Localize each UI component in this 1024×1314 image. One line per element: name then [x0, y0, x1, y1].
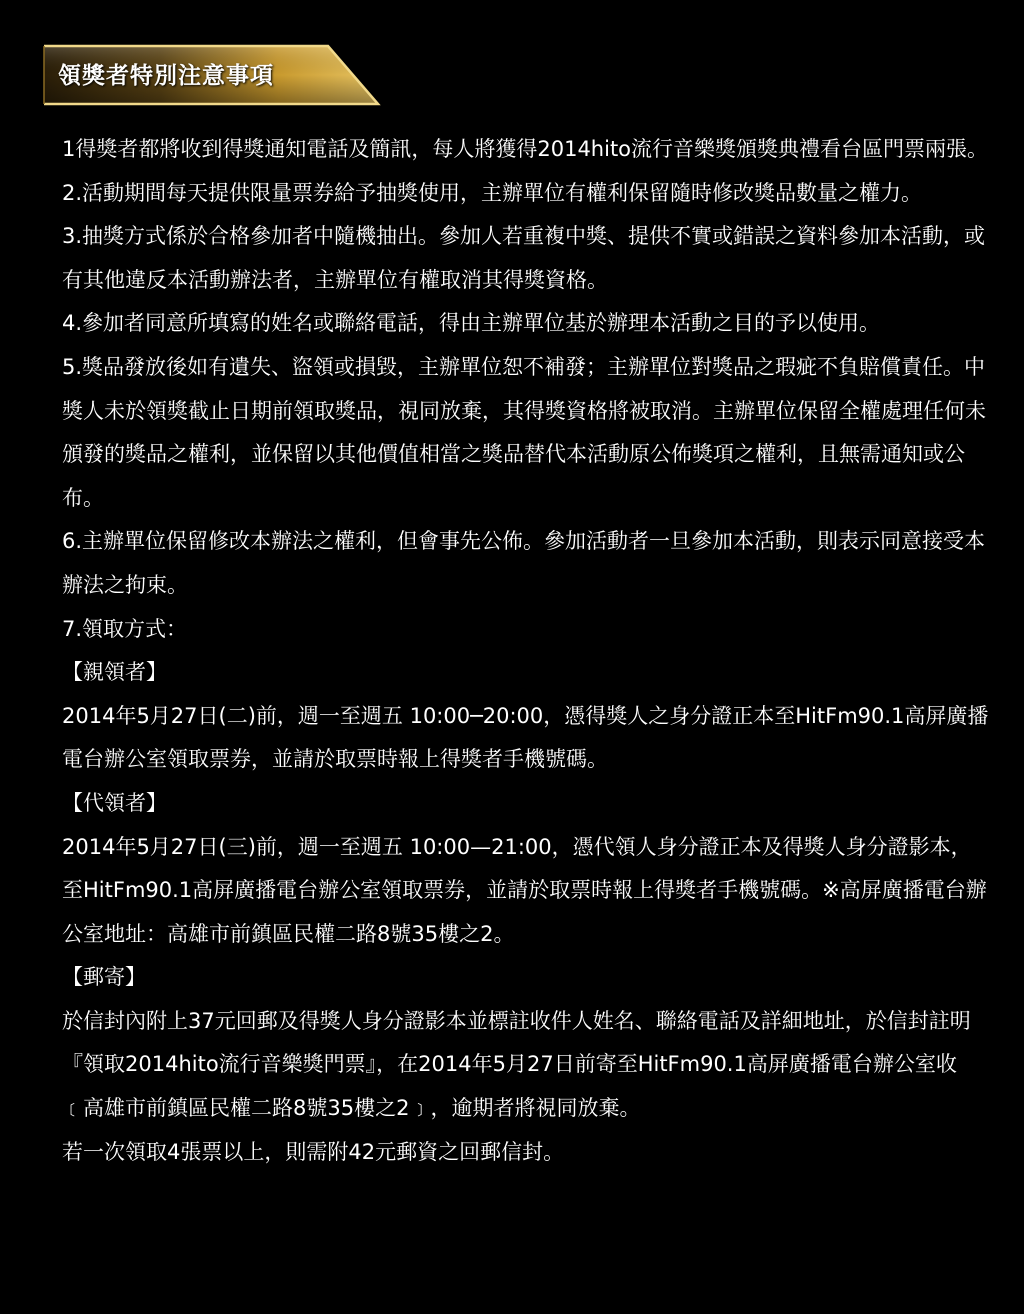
notice-content	[62, 128, 992, 1174]
notice-item-7: 7.領取方式：	[62, 616, 188, 641]
pickup-proxy-details: 2014年5月27日(三)前，週一至週五 10:00—21:00，憑代領人身分證正本及得獎人身分證影本，至HitFm90.1高屏廣播電台辦公室領取票券，並請於取票時報上得獎者手機號碼。※高屏廣播電台辦公室地址：高雄市前鎮區民權二路8號35樓之2。	[62, 834, 987, 946]
pickup-mail-details: 於信封內附上37元回郵及得獎人身分證影本並標註收件人姓名、聯絡電話及詳細地址，於信封註明『領取2014hito流行音樂獎門票』，在2014年5月27日前寄至HitFm90.1高屏廣播電台辦公室收﹝高雄市前鎮區民權二路8號35樓之2﹞，逾期者將視同放棄。	[62, 1008, 971, 1121]
pickup-mail-heading: 【郵寄】	[62, 965, 146, 990]
pickup-self-heading: 【親領者】	[62, 660, 167, 685]
notice-item-4: 4.參加者同意所填寫的姓名或聯絡電話，得由主辦單位基於辦理本活動之目的予以使用。	[62, 311, 881, 336]
section-header-banner	[40, 44, 385, 108]
notice-item-3: 3.抽獎方式係於合格參加者中隨機抽出。參加人若重複中獎、提供不實或錯誤之資料參加本活動，或有其他違反本活動辦法者，主辦單位有權取消其得獎資格。	[62, 224, 986, 292]
notice-item-1: 1得獎者都將收到得獎通知電話及簡訊，每人將獲得2014hito流行音樂獎頒獎典禮看台區門票兩張。	[62, 137, 989, 161]
pickup-proxy-heading: 【代領者】	[62, 790, 167, 815]
pickup-self-details: 2014年5月27日(二)前，週一至週五 10:00─20:00，憑得獎人之身分證正本至HitFm90.1高屏廣播電台辦公室領取票券，並請於取票時報上得獎者手機號碼。	[62, 703, 989, 772]
notice-item-5: 5.獎品發放後如有遺失、盜領或損毀，主辦單位恕不補發；主辦單位對獎品之瑕疵不負賠償責任。中獎人未於領獎截止日期前領取獎品，視同放棄，其得獎資格將被取消。主辦單位保留全權處理任何未頒發的獎品之權利，並保留以其他價值相當之獎品替代本活動原公佈獎項之權利，且無需通知或公布。	[62, 354, 986, 510]
section-title: 領獎者特別注意事項	[58, 63, 274, 89]
notice-item-6: 6.主辦單位保留修改本辦法之權利，但會事先公佈。參加活動者一旦參加本活動，則表示同意接受本辦法之拘束。	[62, 529, 986, 597]
notice-item-2: 2.活動期間每天提供限量票券給予抽獎使用，主辦單位有權利保留隨時修改獎品數量之權力。	[62, 180, 923, 205]
pickup-mail-note: 若一次領取4張票以上，則需附42元郵資之回郵信封。	[62, 1139, 565, 1164]
